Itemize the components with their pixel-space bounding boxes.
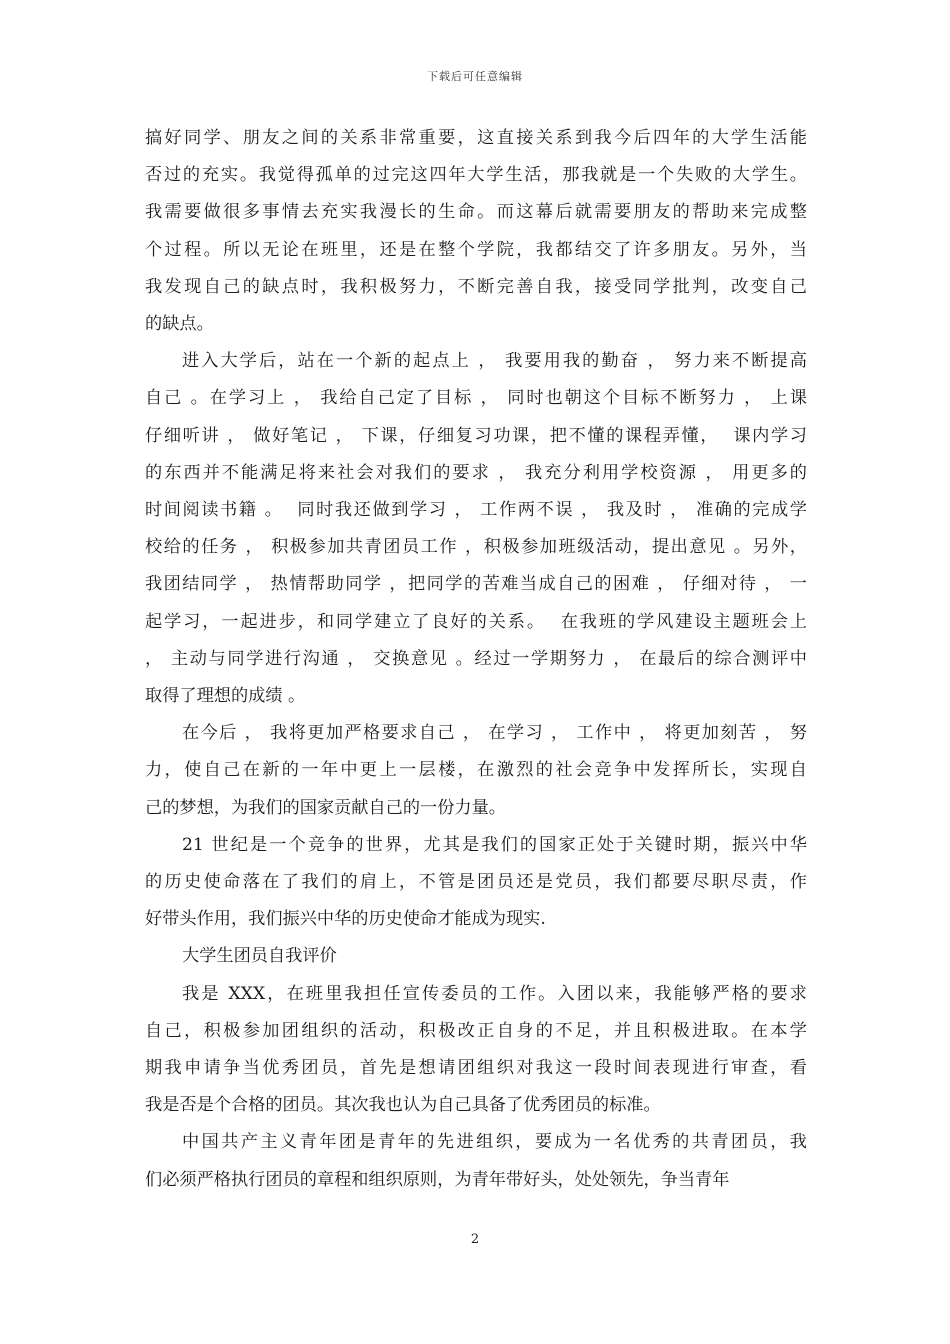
text-line: 在今后 ， 我将更加严格要求自己 ， 在学习 ， 工作中 ， 将更加刻苦 ， 努 [182, 723, 807, 744]
text-line: 时间阅读书籍 。 同时我还做到学习 ， 工作两不误 ， 我及时 ， 准确的完成学 [145, 500, 807, 521]
text-line: 的东西并不能满足将来社会对我们的要求 ， 我充分利用学校资源 ， 用更多的 [145, 462, 807, 483]
paragraph [145, 827, 807, 939]
paragraph [145, 938, 807, 975]
text-line: 否过的充实。我觉得孤单的过完这四年大学生活，那我就是一个失败的大学生。 [145, 165, 807, 186]
text-line: 期我申请争当优秀团员，首先是想请团组织对我这一段时间表现进行审查，看 [145, 1058, 807, 1079]
text-line: 的缺点。 [145, 314, 214, 335]
text-line: 校给的任务 ， 积极参加共青团员工作 ，积极参加班级活动，提出意见 。另外， [145, 537, 807, 558]
paragraph [145, 1124, 807, 1198]
text-line: 搞好同学、朋友之间的关系非常重要，这直接关系到我今后四年的大学生活能 [145, 128, 807, 148]
text-line: 仔细听讲 ， 做好笔记 ， 下课，仔细复习功课，把不懂的课程弄懂， 课内学习 [145, 425, 807, 446]
text-line: 中国共产主义青年团是青年的先进组织，要成为一名优秀的共青团员，我 [182, 1132, 807, 1153]
text-line: 进入大学后，站在一个新的起点上 ， 我要用我的勤奋 ， 努力来不断提高 [182, 351, 807, 372]
paragraph [145, 715, 807, 827]
text-line: 我团结同学 ， 热情帮助同学 ，把同学的苦难当成自己的困难 ， 仔细对待 ， 一 [145, 574, 807, 595]
text-line: 自己，积极参加团组织的活动，积极改正自身的不足，并且积极进取。在本学 [145, 1020, 807, 1041]
text-line: 取得了理想的成绩 。 [145, 686, 306, 707]
text-line: 我需要做很多事情去充实我漫长的生命。而这幕后就需要朋友的帮助来完成整 [145, 202, 807, 223]
paragraph [145, 120, 807, 343]
text-line: 力，使自己在新的一年中更上一层楼，在激烈的社会竞争中发挥所长，实现自 [145, 760, 807, 781]
page-number: 2 [470, 1232, 480, 1247]
paragraph [145, 976, 807, 1125]
paragraph [145, 343, 807, 715]
text-line: 个过程。所以无论在班里，还是在整个学院，我都结交了许多朋友。另外，当 [145, 239, 807, 260]
text-line: 们必须严格执行团员的章程和组织原则，为青年带好头，处处领先，争当青年 [145, 1169, 730, 1190]
document-body [145, 120, 807, 1199]
text-line: 好带头作用，我们振兴中华的历史使命才能成为现实. [145, 909, 546, 930]
text-line: 我发现自己的缺点时，我积极努力，不断完善自我，接受同学批判，改变自己 [145, 276, 807, 297]
text-line: 己的梦想，为我们的国家贡献自己的一份力量。 [145, 797, 506, 818]
text-line: 起学习，一起进步，和同学建立了良好的关系。 在我班的学风建设主题班会上 [145, 611, 807, 632]
text-line: 我是否是个合格的团员。其次我也认为自己具备了优秀团员的标准。 [145, 1095, 661, 1116]
text-line: 的历史使命落在了我们的肩上，不管是团员还是党员，我们都要尽职尽责，作 [145, 872, 807, 893]
text-line: 21 世纪是一个竞争的世界，尤其是我们的国家正处于关键时期，振兴中华 [182, 834, 807, 855]
page-header: 下载后可任意编辑 [427, 70, 523, 83]
text-line: 自己 。在学习上 ， 我给自己定了目标 ， 同时也朝这个目标不断努力 ， 上课 [145, 388, 807, 409]
text-line: 我是 XXX，在班里我担任宣传委员的工作。入团以来，我能够严格的要求 [182, 983, 807, 1004]
text-line: 大学生团员自我评价 [182, 946, 337, 967]
text-line: ， 主动与同学进行沟通 ， 交换意见 。经过一学期努力 ， 在最后的综合测评中 [145, 648, 807, 669]
